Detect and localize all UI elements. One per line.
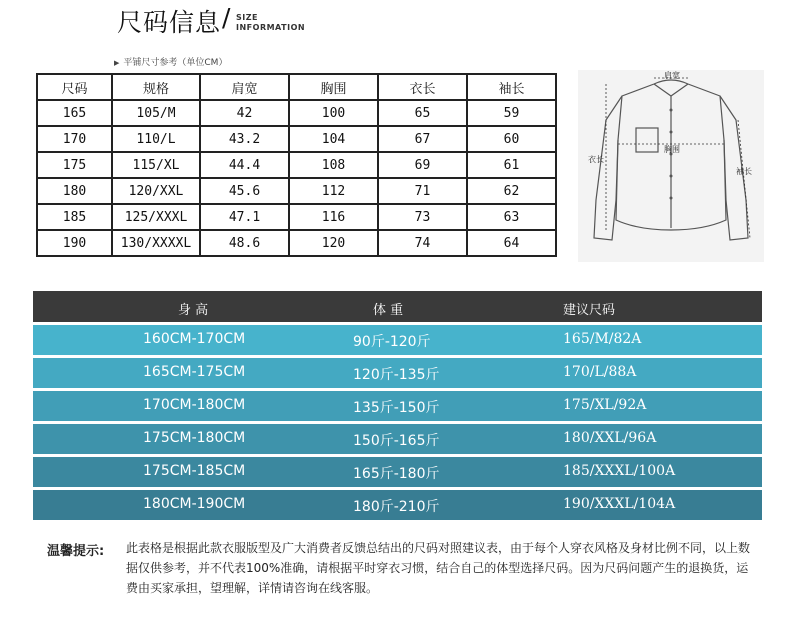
size-table-cell: 47.1 <box>200 204 289 230</box>
size-table-cell: 104 <box>289 126 378 152</box>
size-table-header-cell: 袖长 <box>467 74 556 100</box>
size-table-header-cell: 尺码 <box>37 74 112 100</box>
row-weight: 165斤-180斤 <box>353 466 440 482</box>
row-height: 160CM-170CM <box>143 331 246 347</box>
title-english-line2: INFORMATION <box>236 23 306 32</box>
size-table-cell: 130/XXXXL <box>112 230 200 256</box>
size-table-cell: 125/XXXL <box>112 204 200 230</box>
row-size: 165/M/82A <box>563 331 642 347</box>
size-table-cell: 48.6 <box>200 230 289 256</box>
row-height: 175CM-185CM <box>143 463 246 479</box>
label-length: 衣长 <box>588 155 604 164</box>
label-chest: 胸围 <box>664 145 680 154</box>
size-table-header-cell: 规格 <box>112 74 200 100</box>
row-size: 185/XXXL/100A <box>563 463 676 479</box>
size-table-cell: 110/L <box>112 126 200 152</box>
row-weight: 180斤-210斤 <box>353 499 440 515</box>
row-weight: 135斤-150斤 <box>353 400 440 416</box>
page-title: 尺码信息 <box>117 8 222 37</box>
row-size: 170/L/88A <box>563 364 637 380</box>
label-sleeve: 袖长 <box>736 167 752 176</box>
size-table-cell: 105/M <box>112 100 200 126</box>
size-table-cell: 115/XL <box>112 152 200 178</box>
recommendation-header <box>33 291 762 322</box>
size-table-cell: 59 <box>467 100 556 126</box>
tip-text: 此表格是根据此款衣服版型及广大消费者反馈总结出的尺码对照建议表，由于每个人穿衣风格及身材比例不同，以上数据仅供参考，并不代表100%准确，请根据平时穿衣习惯，结合自己的体型选择尺码。因为尺码问题产生的退换货，运费由买家承担，望理解，详情请咨询在线客服。 <box>126 541 751 595</box>
size-table-cell: 120/XXL <box>112 178 200 204</box>
size-table-cell: 43.2 <box>200 126 289 152</box>
header-weight: 体 重 <box>373 303 404 318</box>
size-table-cell: 73 <box>378 204 467 230</box>
row-height: 165CM-175CM <box>143 364 246 380</box>
size-table-cell: 61 <box>467 152 556 178</box>
size-table-header-cell: 衣长 <box>378 74 467 100</box>
size-table-cell: 69 <box>378 152 467 178</box>
row-weight: 120斤-135斤 <box>353 367 440 383</box>
size-table-cell: 120 <box>289 230 378 256</box>
recommendation-row <box>33 457 762 487</box>
size-table-cell: 67 <box>378 126 467 152</box>
size-table-cell: 45.6 <box>200 178 289 204</box>
size-table-cell: 64 <box>467 230 556 256</box>
size-table-row <box>37 178 556 204</box>
size-table-cell: 62 <box>467 178 556 204</box>
size-table-cell: 170 <box>37 126 112 152</box>
size-table-cell: 65 <box>378 100 467 126</box>
size-table-cell: 71 <box>378 178 467 204</box>
recommendation-row <box>33 391 762 421</box>
row-size: 175/XL/92A <box>563 397 647 413</box>
recommendation-row <box>33 424 762 454</box>
recommendation-row <box>33 490 762 520</box>
row-weight: 90斤-120斤 <box>353 334 431 350</box>
size-table-cell: 60 <box>467 126 556 152</box>
size-table-cell: 112 <box>289 178 378 204</box>
size-table-row <box>37 152 556 178</box>
size-table-row <box>37 100 556 126</box>
size-table-header-cell: 肩宽 <box>200 74 289 100</box>
size-table-header-cell: 胸围 <box>289 74 378 100</box>
label-shoulder: 肩宽 <box>664 71 680 80</box>
shirt-measurement-diagram <box>578 70 764 262</box>
title-english <box>236 13 305 33</box>
recommendation-row <box>33 325 762 355</box>
size-table-cell: 74 <box>378 230 467 256</box>
row-height: 175CM-180CM <box>143 430 246 446</box>
size-table-cell: 165 <box>37 100 112 126</box>
measurement-note-text: 平铺尺寸参考（单位CM） <box>123 58 228 68</box>
tip-label: 温馨提示: <box>47 544 105 559</box>
size-table-row <box>37 126 556 152</box>
size-table-cell: 63 <box>467 204 556 230</box>
size-table-cell: 108 <box>289 152 378 178</box>
size-table-row <box>37 230 556 256</box>
row-size: 180/XXL/96A <box>563 430 657 446</box>
size-table-cell: 180 <box>37 178 112 204</box>
header-height: 身 高 <box>178 303 209 318</box>
size-table-row <box>37 204 556 230</box>
title-slash: / <box>222 3 231 32</box>
size-table-cell: 100 <box>289 100 378 126</box>
row-height: 180CM-190CM <box>143 496 246 512</box>
row-size: 190/XXXL/104A <box>563 496 676 512</box>
size-table-cell: 44.4 <box>200 152 289 178</box>
row-height: 170CM-180CM <box>143 397 246 413</box>
size-table-header <box>37 74 556 100</box>
size-recommendation-table <box>33 291 762 520</box>
bullet-triangle-icon: ▶ <box>114 59 120 67</box>
size-table-cell: 116 <box>289 204 378 230</box>
size-table-cell: 185 <box>37 204 112 230</box>
header-size: 建议尺码 <box>563 303 616 318</box>
size-table-cell: 175 <box>37 152 112 178</box>
size-table-cell: 190 <box>37 230 112 256</box>
recommendation-row <box>33 358 762 388</box>
measurement-note <box>114 55 227 68</box>
title-english-line1: SIZE <box>236 13 259 22</box>
size-table-cell: 42 <box>200 100 289 126</box>
size-table <box>36 73 557 257</box>
row-weight: 150斤-165斤 <box>353 433 440 449</box>
